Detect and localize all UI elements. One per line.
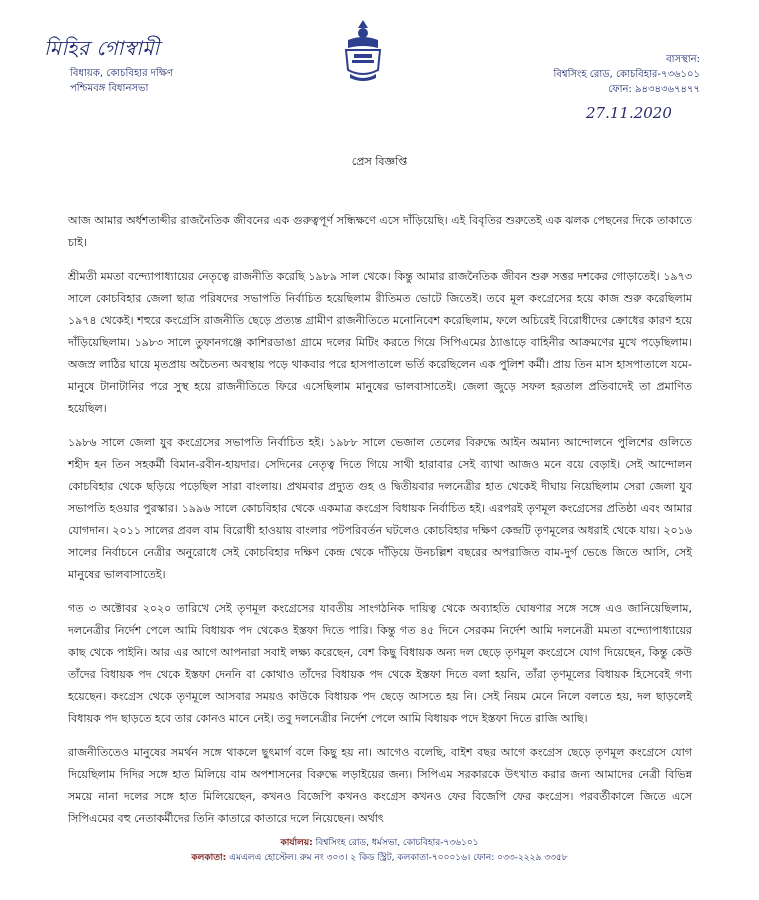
footer — [0, 836, 759, 866]
document-body — [68, 210, 692, 842]
paragraph: শ্রীমতী মমতা বন্দ্যোপাধ্যায়ের নেতৃত্বে রাজনীতি করেছি ১৯৮৯ সাল থেকে। কিন্তু আমার রাজনৈতিক জীবন শুরু সত্তর দশকের গোড়াতেই। ১৯৭৩ সালে কোচবিহার জেলা ছাত্র পরিষদের সভাপতি নির্বাচিত হয়েছিলাম রীতিমত ভোটে জিতেই। তবে মূল কংগ্রেসের হয়ে কাজ শুরু করেছিলাম ১৯৭৪ থেকেই। শহুরে কংগ্রেসি রাজনীতি ছেড়ে প্রত্যন্ত গ্রামীণ রাজনীতিতে মনোনিবেশ করেছিলাম, ফলে অচিরেই বিরোধীদের ক্রোধের কারণ হয়ে দাঁড়িয়েছিলাম। ১৯৮৩ সালে তুফানগঞ্জে কাশিরডাঙা গ্রামে দলের মিটিং করতে গিয়ে সিপিএমের ঠ্যাঙাড়ে বাহিনীর আক্রমণের মুখে পড়েছিলাম। অজস্র লাঠির ঘায়ে মৃতপ্রায় অচৈতন্য অবস্থায় পড়ে থাকবার পরে হাসপাতালে ভর্তি করেছিলেন এক পুলিশ কর্মী। প্রায় তিন মাস হাসপাতালে যমে-মানুষে টানাটানির পরে সুস্থ হয়ে রাজনীতিতে ফিরে এসেছিলাম মানুষের ভালবাসাতেই। জেলা জুড়ে সফল হরতাল প্রতিবাদেই তা প্রমাণিত হয়েছিল। — [68, 270, 692, 415]
paragraph: রাজনীতিতেও মানুষের সমর্থন সঙ্গে থাকলে ছুৎমার্গ বলে কিছু হয় না। আগেও বলেছি, বাইশ বছর আগে কংগ্রেস ছেড়ে তৃণমূল কংগ্রেসে যোগ দিয়েছিলাম দিদির সঙ্গে হাত মিলিয়ে বাম অপশাসনের বিরুদ্ধে লড়াইয়ের জন্য। সিপিএম সরকারকে উৎখাত করার জন্য আমাদের নেত্রী বিভিন্ন সময়ে নানা দলের সঙ্গে হাত মিলিয়েছেন, কখনও বিজেপি কখনও কংগ্রেস কখনও ফের বিজেপি ফের কংগ্রেস। পরবর্তীকালে জিতে এসে সিপিএমের বহু নেতাকর্মীদের তিনি কাতারে কাতারে দলে নিয়েছেন। অর্থাৎ — [68, 746, 692, 825]
paragraph: ১৯৮৬ সালে জেলা যুব কংগ্রেসের সভাপতি নির্বাচিত হই। ১৯৮৮ সালে ভেজাল তেলের বিরুদ্ধে আইন অমান্য আন্দোলনে পুলিশের গুলিতে শহীদ হন তিন সহকর্মী বিমান-রবীন-হায়দার। সেদিনের নেতৃত্ব দিতে গিয়ে সাথী হারাবার সেই ব্যাথা আজও মনে বয়ে বেড়াই। সেই আন্দোলন কোচবিহার থেকে ছড়িয়ে পড়েছিল সারা বাংলায়। প্রথমবার প্রদ্যুত গুহ ও দ্বিতীয়বার দলনেত্রীর হাত থেকেই দীঘায় নিয়েছিলাম সেরা জেলা যুব সভাপতি হওয়ার পুরস্কার। ১৯৯৬ সালে কোচবিহার থেকে একমাত্র কংগ্রেস বিধায়ক নির্বাচিত হই। এরপরই তৃণমূল কংগ্রেসের প্রতিষ্ঠা এবং আমার যোগদান। ২০১১ সালের প্রবল বাম বিরোধী হাওয়ায় বাংলার পটপরিবর্তন ঘটলেও কোচবিহার দক্ষিণ কেন্দ্রটি তৃণমূলের অধরাই থেকে যায়। ২০১৬ সালের নির্বাচনে নেত্রীর অনুরোধে সেই কোচবিহার দক্ষিণ কেন্দ্র থেকে দাঁড়িয়ে উনচল্লিশ বছরের অপরাজিত বাম-দুর্গ ভেঙে জিতে আসি, সেই মানুষের ভালবাসাতেই। — [68, 436, 692, 581]
footer-office — [0, 836, 759, 851]
state-emblem-icon — [338, 18, 388, 84]
paragraph: আজ আমার অর্ধশতাব্দীর রাজনৈতিক জীবনের এক গুরুত্বপূর্ণ সন্ধিক্ষণে এসে দাঁড়িয়েছি। এই বিবৃতির শুরুতেই এক ঝলক পেছনের দিকে তাকাতে চাই। — [68, 214, 692, 249]
document-title: প্রেস বিজ্ঞপ্তি — [351, 155, 408, 168]
office-address: বিশ্বসিংহ রোড, ধর্মসভা, কোচবিহার-৭৩৬১০১ — [315, 838, 479, 848]
footer-kolkata — [0, 851, 759, 866]
residence-info — [500, 52, 700, 97]
signature-name: মিহির গোস্বামী — [44, 36, 160, 60]
phone-number: ফোন: ৯৪৩৪৩৬৭৪৭৭ — [608, 84, 700, 95]
kolkata-label: কলকাতা: — [191, 853, 227, 863]
designation: বিধায়ক, কোচবিহার দক্ষিণ — [70, 68, 174, 79]
paragraph: গত ৩ অক্টোবর ২০২০ তারিখে সেই তৃণমূল কংগ্রেসের যাবতীয় সাংগঠনিক দায়িত্ব থেকে অব্যাহতি ঘোষণার সঙ্গে সঙ্গে এও জানিয়েছিলাম, দলনেত্রীর নির্দেশ পেলে আমি বিধায়ক পদ থেকেও ইস্তফা দিতে পারি। কিন্তু গত ৪৫ দিনে সেরকম নির্দেশ আমি দলনেত্রী মমতা বন্দ্যোপাধ্যায়ের কাছ থেকে পাইনি। আর এর আগে আপনারা সবাই লক্ষ্য করেছেন, বেশ কিছু বিধায়ক অন্য দল ছেড়ে তৃণমূল কংগ্রেসে যোগ দিয়েছেন, কিন্তু কেউ তাঁদের বিধায়ক পদ থেকে ইস্তফা দেননি বা কোথাও তাঁদের বিধায়ক পদ থেকে ইস্তফা দিতে বলা হয়নি, তাঁরা তৃণমূলের বিধায়ক হিসেবেই গণ্য হয়েছেন। কংগ্রেস থেকে তৃণমূলে আসবার সময়ও কাউকে বিধায়ক পদ ছেড়ে আসতে হয় নি। সেই নিয়ম মেনে নিলে বলতে হয়, দল ছাড়লেই বিধায়ক পদ ছাড়তে হবে তার কোনও মানে নেই। তবু দলনেত্রীর নির্দেশ পেলে আমি বিধায়ক পদে ইস্তফা দিতে রাজি আছি। — [68, 602, 692, 725]
assembly: পশ্চিমবঙ্গ বিধানসভা — [70, 83, 149, 94]
residence-label: বাসস্থান: — [666, 54, 700, 65]
office-label: কার্যালয়: — [280, 838, 313, 848]
handwritten-date: 27.11.2020 — [586, 104, 672, 122]
kolkata-address: এমএলএ হোস্টেল। রুম নং ৩০৩। ২ কিড স্ট্রিট, কলকাতা-৭০০০১৬। ফোন: ০৩৩-২২২৯ ৩৩৫৮ — [229, 853, 568, 863]
sender-info — [70, 66, 173, 96]
residence-address: বিশ্বসিংহ রোড, কোচবিহার-৭৩৬১০১ — [553, 69, 700, 80]
